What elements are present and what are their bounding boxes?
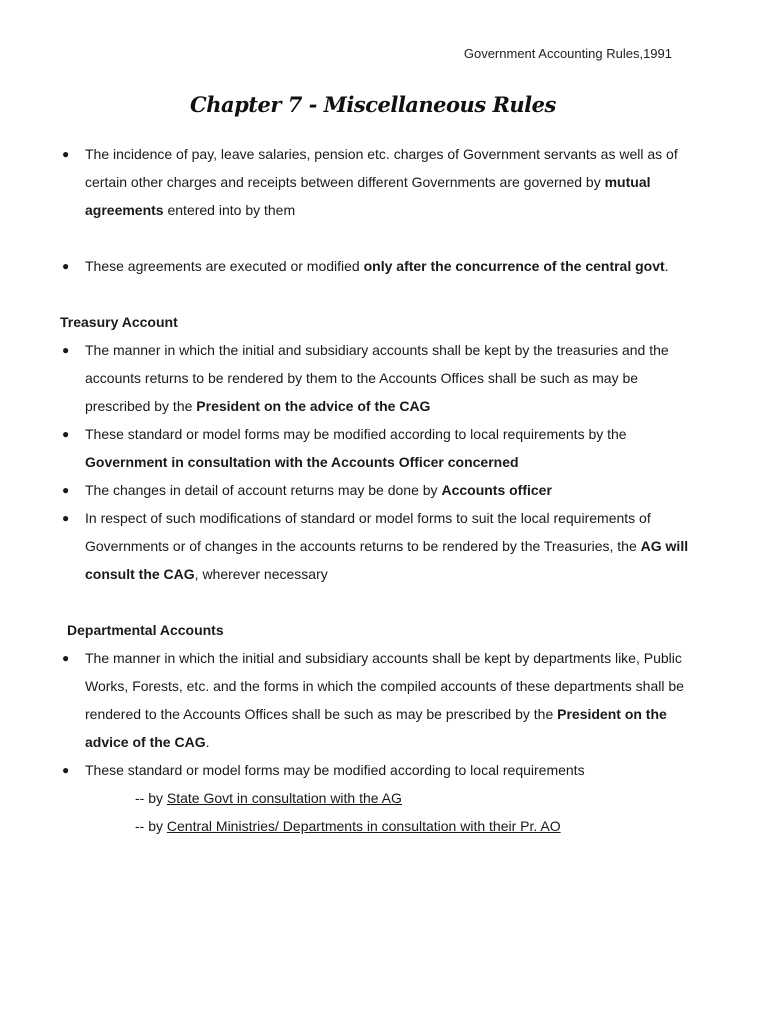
document-body [60, 140, 690, 840]
departmental-bullet [60, 756, 690, 784]
bullet-text: The changes in detail of account returns may be done by [85, 482, 442, 498]
bullet-text: In respect of such modifications of standard or model forms to suit the local requirements of Governments or of changes in the accounts returns to be rendered by the Treasuries, the [85, 510, 651, 554]
sub-item [60, 784, 690, 812]
bullet-dot-icon: ● [62, 147, 70, 161]
bullet-bold-text: Government in consultation with the Accounts Officer concerned [85, 454, 519, 470]
section-heading-departmental: Departmental Accounts [67, 622, 224, 638]
bullet-dot-icon: ● [62, 763, 70, 777]
sub-item-underlined: State Govt in consultation with the AG [166, 790, 402, 806]
bullet-dot-icon: ● [62, 651, 70, 665]
bullet-dot-icon: ● [62, 259, 70, 273]
bullet-dot-icon: ● [62, 511, 70, 525]
bullet-text: . [205, 734, 210, 750]
intro-bullet [60, 252, 690, 280]
bullet-bold-text: mutual agreements [85, 174, 651, 218]
bullet-text: . [664, 258, 669, 274]
bullet-bold-text: AG will consult the CAG [85, 538, 689, 582]
sub-item-underlined: Central Ministries/ Departments in consultation with their Pr. AO [166, 818, 561, 834]
bullet-text: entered into by them [163, 202, 296, 218]
departmental-bullet [60, 644, 690, 756]
sub-item-prefix: -- by [135, 818, 167, 834]
bullet-text: , wherever necessary [194, 566, 328, 582]
treasury-bullet [60, 476, 690, 504]
bullet-dot-icon: ● [62, 427, 70, 441]
bullet-text: These standard or model forms may be modified according to local requirements [85, 762, 585, 778]
bullet-text: The manner in which the initial and subsidiary accounts shall be kept by departments like, Public Works, Forests, etc. and the forms in which the compiled accounts of these departments shall be rendered to the Accounts Offices shall be such as may be prescribed by the [85, 650, 684, 722]
bullet-bold-text: President on the advice of the CAG [85, 706, 667, 750]
running-header: Government Accounting Rules,1991 [463, 46, 672, 61]
bullet-text: The incidence of pay, leave salaries, pension etc. charges of Government servants as well as of certain other charges and receipts between different Governments are governed by [85, 146, 678, 190]
sub-item [60, 812, 690, 840]
bullet-bold-text: President on the advice of the CAG [196, 398, 431, 414]
intro-bullet [60, 140, 690, 224]
treasury-bullet [60, 336, 690, 420]
bullet-bold-text: Accounts officer [441, 482, 552, 498]
section-heading-treasury: Treasury Account [60, 314, 178, 330]
chapter-title: Chapter 7 - Miscellaneous Rules [190, 92, 556, 117]
treasury-bullet [60, 420, 690, 476]
treasury-bullet [60, 504, 690, 588]
bullet-bold-text: only after the concurrence of the central govt [363, 258, 665, 274]
bullet-dot-icon: ● [62, 343, 70, 357]
sub-item-prefix: -- by [135, 790, 167, 806]
bullet-text: These agreements are executed or modified [85, 258, 364, 274]
bullet-dot-icon: ● [62, 483, 70, 497]
bullet-text: These standard or model forms may be modified according to local requirements by the [85, 426, 627, 442]
bullet-text: The manner in which the initial and subsidiary accounts shall be kept by the treasuries and the accounts returns to be rendered by them to the Accounts Offices shall be such as may be prescribed by the [85, 342, 669, 414]
